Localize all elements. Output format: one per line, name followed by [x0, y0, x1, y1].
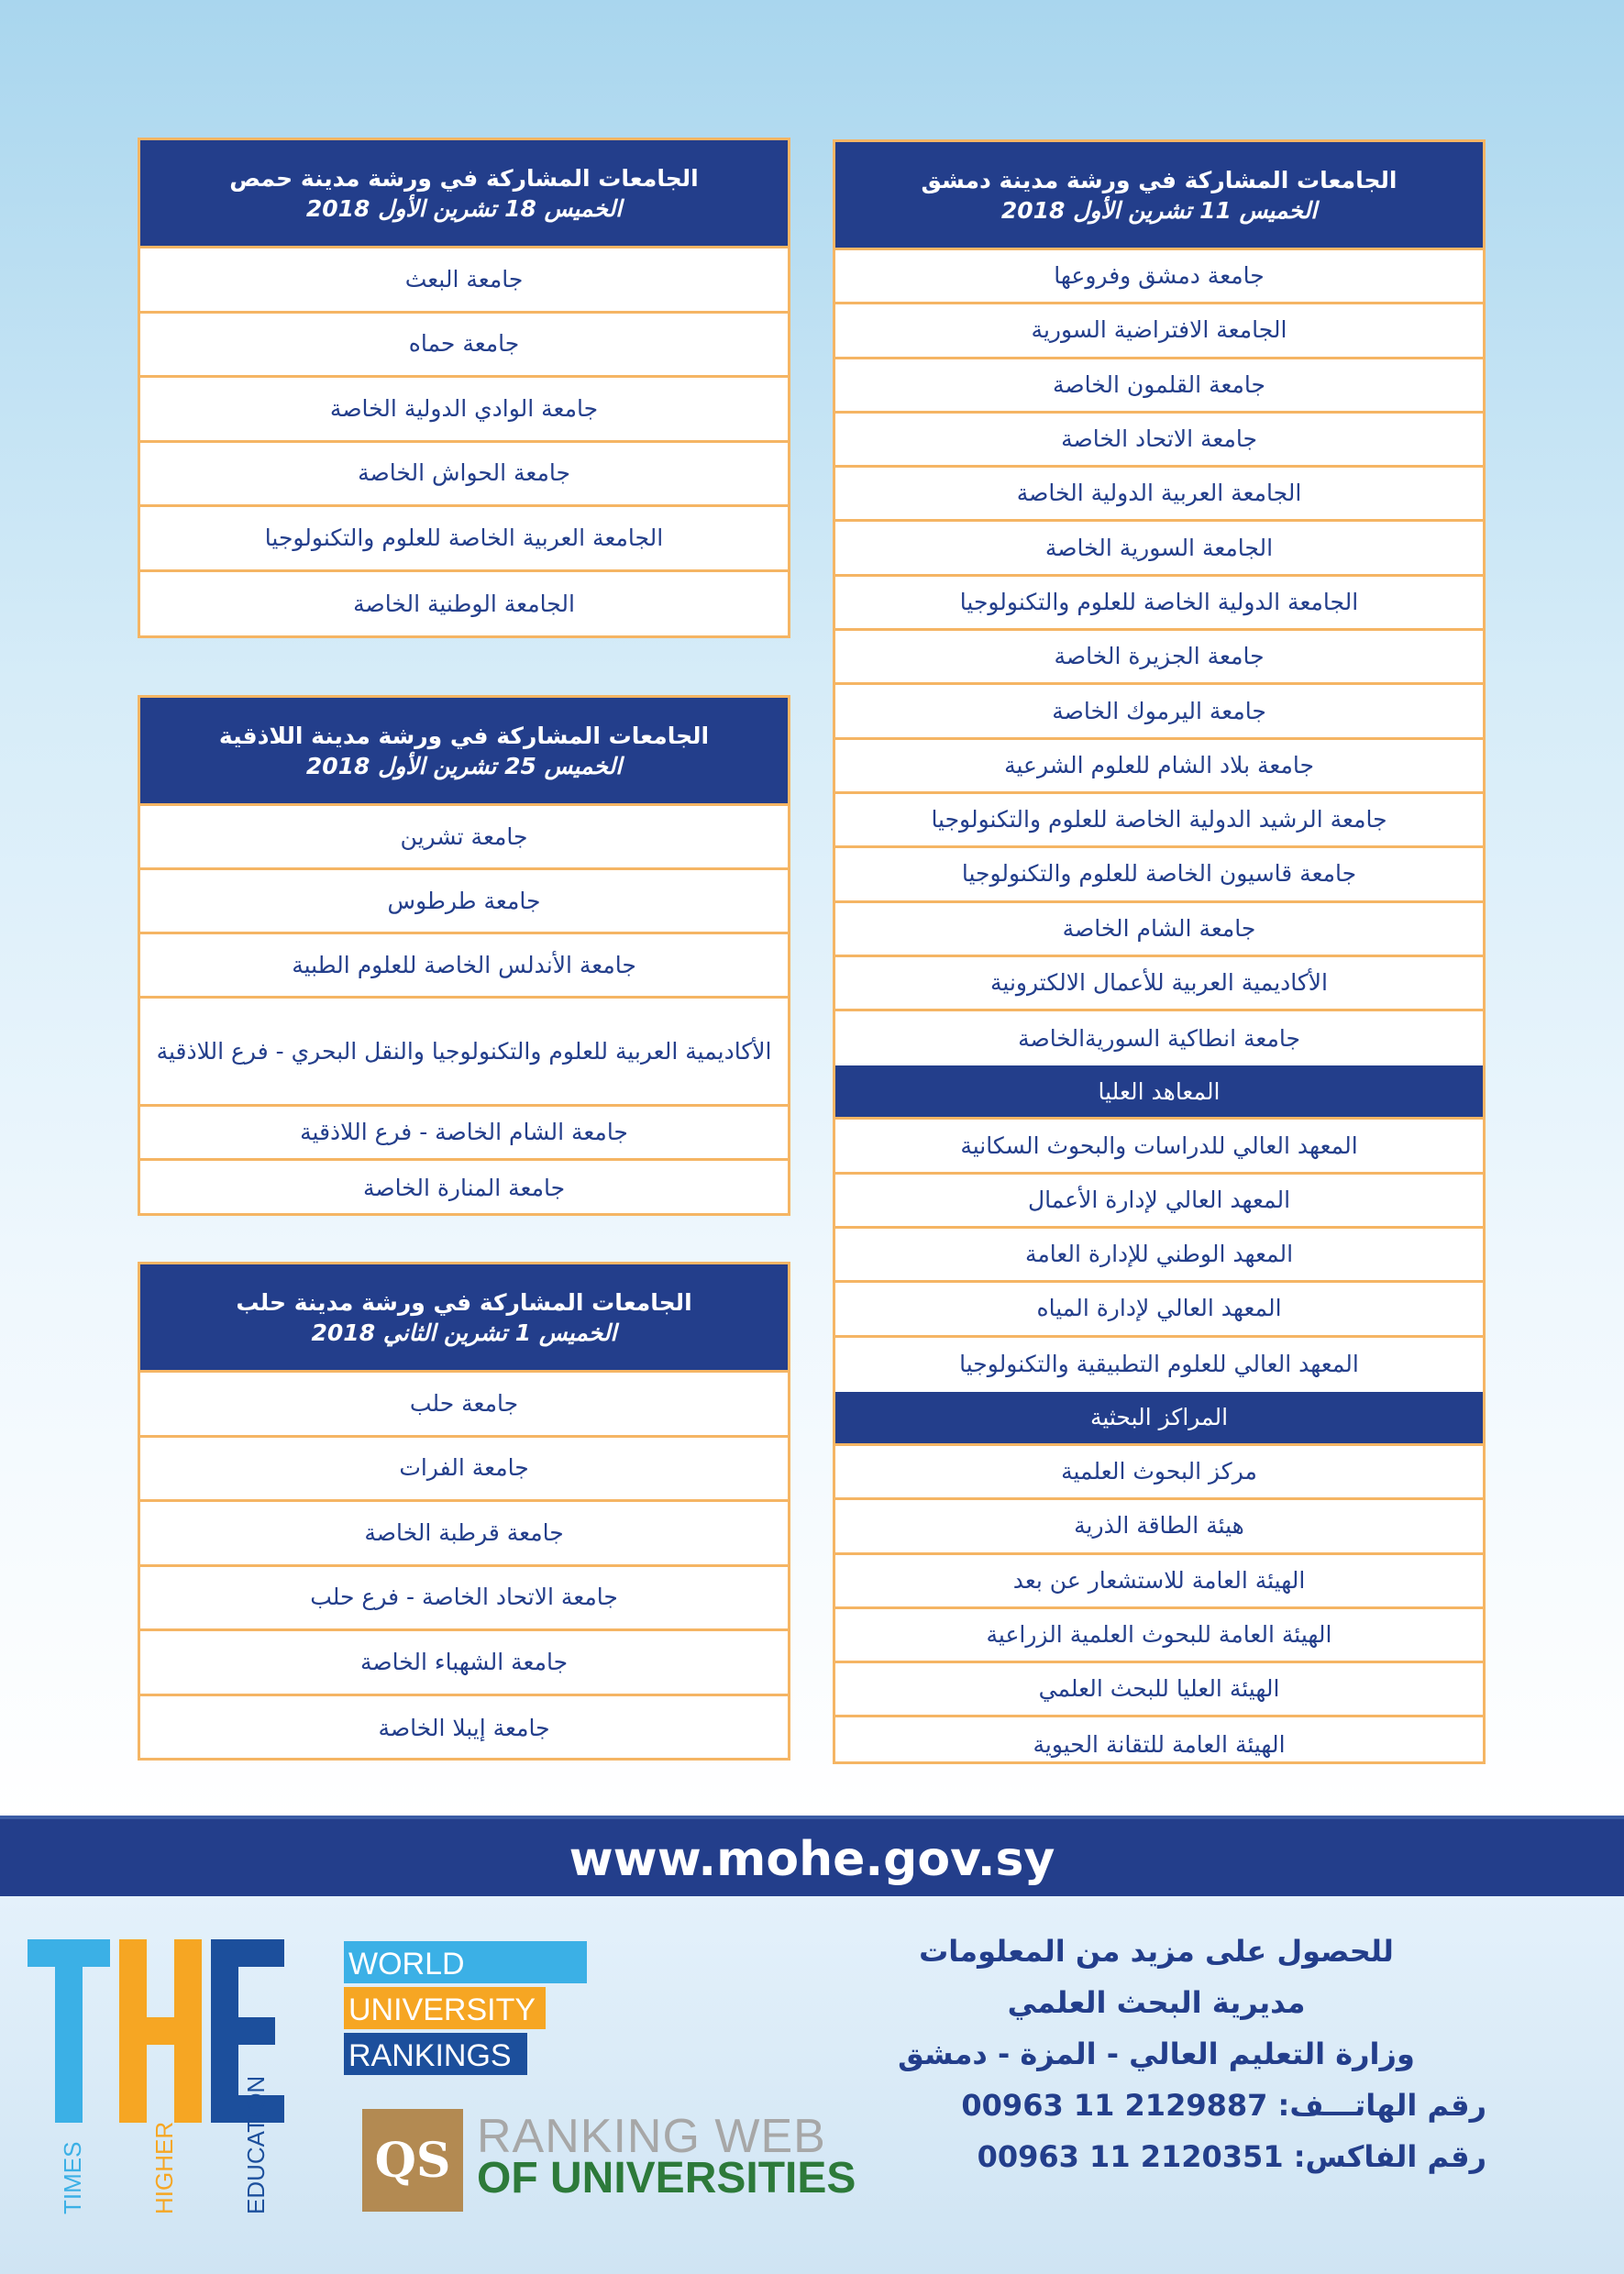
the-world-label: WORLD: [348, 1947, 465, 1981]
list-item: جامعة قاسيون الخاصة للعلوم والتكنولوجيا: [835, 848, 1483, 902]
homs-table: [138, 138, 790, 638]
list-item: جامعة اليرموك الخاصة: [835, 685, 1483, 739]
latakia-rows: [140, 806, 788, 1215]
list-item: جامعة حلب: [140, 1373, 788, 1438]
list-item: جامعة البعث: [140, 248, 788, 314]
centers-rows: [835, 1446, 1483, 1772]
contact-phone: رقم الهاتـــف: 2129887 11 00963: [961, 2088, 1486, 2123]
the-rankings-label: RANKINGS: [348, 2038, 512, 2073]
list-item: الهيئة العامة للاستشعار عن بعد: [835, 1555, 1483, 1609]
list-item: جامعة القلمون الخاصة: [835, 359, 1483, 414]
list-item: جامعة الشام الخاصة - فرع اللاذقية: [140, 1107, 788, 1161]
the-times-label: TIMES: [59, 2141, 86, 2214]
institutes-rows: [835, 1120, 1483, 1391]
list-item: جامعة إيبلا الخاصة: [378, 1714, 550, 1741]
list-item: الأكاديمية العربية للعلوم والتكنولوجيا والنقل البحري - فرع اللاذقية: [140, 999, 788, 1107]
list-item: جامعة الاتحاد الخاصة - فرع حلب: [140, 1567, 788, 1632]
list-item: الجامعة الافتراضية السورية: [835, 304, 1483, 359]
list-item: جامعة الحواش الخاصة: [140, 443, 788, 508]
list-item: جامعة انطاكية السوريةالخاصة: [1018, 1024, 1300, 1052]
list-item: الهيئة العليا للبحث العلمي: [835, 1663, 1483, 1717]
list-item: جامعة طرطوس: [140, 870, 788, 934]
contact-line-1: للحصول على مزيد من المعلومات: [919, 1934, 1394, 1969]
of-universities-label: OF UNIVERSITIES: [477, 2154, 856, 2202]
list-item: الجامعة العربية الدولية الخاصة: [835, 468, 1483, 522]
damascus-date: الخميس 11 تشرين الأول 2018: [1000, 196, 1318, 224]
list-item: جامعة الشهباء الخاصة: [140, 1631, 788, 1696]
list-item: جامعة المنارة الخاصة: [362, 1174, 566, 1201]
list-item: مركز البحوث العلمية: [835, 1446, 1483, 1500]
latakia-date: الخميس 25 تشرين الأول 2018: [305, 752, 623, 779]
institutes-header: المعاهد العليا: [835, 1065, 1483, 1120]
list-item: المعهد الوطني للإدارة العامة: [835, 1229, 1483, 1283]
contact-info: [826, 1926, 1486, 2182]
list-item: المعهد العالي لإدارة الأعمال: [835, 1175, 1483, 1229]
list-item: جامعة بلاد الشام للعلوم الشرعية: [835, 740, 1483, 794]
list-item: جامعة حماه: [140, 314, 788, 379]
list-item: جامعة الشام الخاصة: [835, 903, 1483, 957]
qs-logo: QS: [362, 2109, 463, 2212]
list-item: الهيئة العامة للتقانة الحيوية: [1033, 1731, 1286, 1759]
homs-date: الخميس 18 تشرين الأول 2018: [305, 194, 623, 222]
contact-fax: رقم الفاكس: 2120351 11 00963: [977, 2139, 1486, 2174]
list-item: هيئة الطاقة الذرية: [835, 1500, 1483, 1554]
list-item: الجامعة الوطنية الخاصة: [353, 590, 575, 617]
latakia-title: الجامعات المشاركة في ورشة مدينة اللاذقية: [218, 722, 710, 749]
damascus-table: [833, 139, 1486, 1764]
homs-rows: [140, 248, 788, 636]
list-item: جامعة الرشيد الدولية الخاصة للعلوم والتكنولوجيا: [835, 794, 1483, 848]
list-item: جامعة دمشق وفروعها: [835, 250, 1483, 304]
list-item: جامعة الأندلس الخاصة للعلوم الطبية: [140, 934, 788, 999]
aleppo-title: الجامعات المشاركة في ورشة مدينة حلب: [236, 1288, 692, 1316]
list-item: الهيئة العامة للبحوث العلمية الزراعية: [835, 1609, 1483, 1663]
damascus-rows: [835, 250, 1483, 1065]
latakia-header: [140, 698, 788, 806]
list-item: جامعة قرطبة الخاصة: [140, 1502, 788, 1567]
damascus-title: الجامعات المشاركة في ورشة مدينة دمشق: [921, 166, 1398, 193]
list-item: جامعة الفرات: [140, 1438, 788, 1503]
homs-header: [140, 140, 788, 248]
homs-title: الجامعات المشاركة في ورشة مدينة حمص: [229, 164, 699, 192]
centers-header: المراكز البحثية: [835, 1392, 1483, 1446]
aleppo-table: [138, 1262, 790, 1761]
the-university-label: UNIVERSITY: [348, 1993, 536, 2027]
damascus-header: [835, 142, 1483, 250]
the-higher-label: HIGHER: [150, 2121, 178, 2214]
contact-line-2: مديرية البحث العلمي: [1007, 1985, 1306, 2020]
latakia-table: [138, 695, 790, 1216]
list-item: جامعة الوادي الدولية الخاصة: [140, 378, 788, 443]
list-item: الجامعة العربية الخاصة للعلوم والتكنولوجيا: [140, 507, 788, 572]
website-link[interactable]: www.mohe.gov.sy: [0, 1816, 1624, 1900]
list-item: جامعة الجزيرة الخاصة: [835, 631, 1483, 685]
list-item: المعهد العالي لإدارة المياه: [835, 1283, 1483, 1337]
list-item: الأكاديمية العربية للأعمال الالكترونية: [835, 957, 1483, 1011]
aleppo-date: الخميس 1 تشرين الثاني 2018: [311, 1319, 617, 1346]
list-item: جامعة الاتحاد الخاصة: [835, 414, 1483, 468]
list-item: المعهد العالي للدراسات والبحوث السكانية: [835, 1120, 1483, 1174]
list-item: الجامعة الدولية الخاصة للعلوم والتكنولوجيا: [835, 577, 1483, 631]
list-item: جامعة تشرين: [140, 806, 788, 870]
aleppo-rows: [140, 1373, 788, 1761]
contact-line-3: وزارة التعليم العالي - المزة - دمشق: [898, 2037, 1415, 2071]
list-item: المعهد العالي للعلوم التطبيقية والتكنولوجيا: [959, 1351, 1359, 1378]
aleppo-header: [140, 1264, 788, 1373]
list-item: الجامعة السورية الخاصة: [835, 522, 1483, 576]
ranking-web-label: RANKING WEB: [477, 2110, 826, 2163]
the-education-label: EDUCATION: [242, 2075, 270, 2214]
